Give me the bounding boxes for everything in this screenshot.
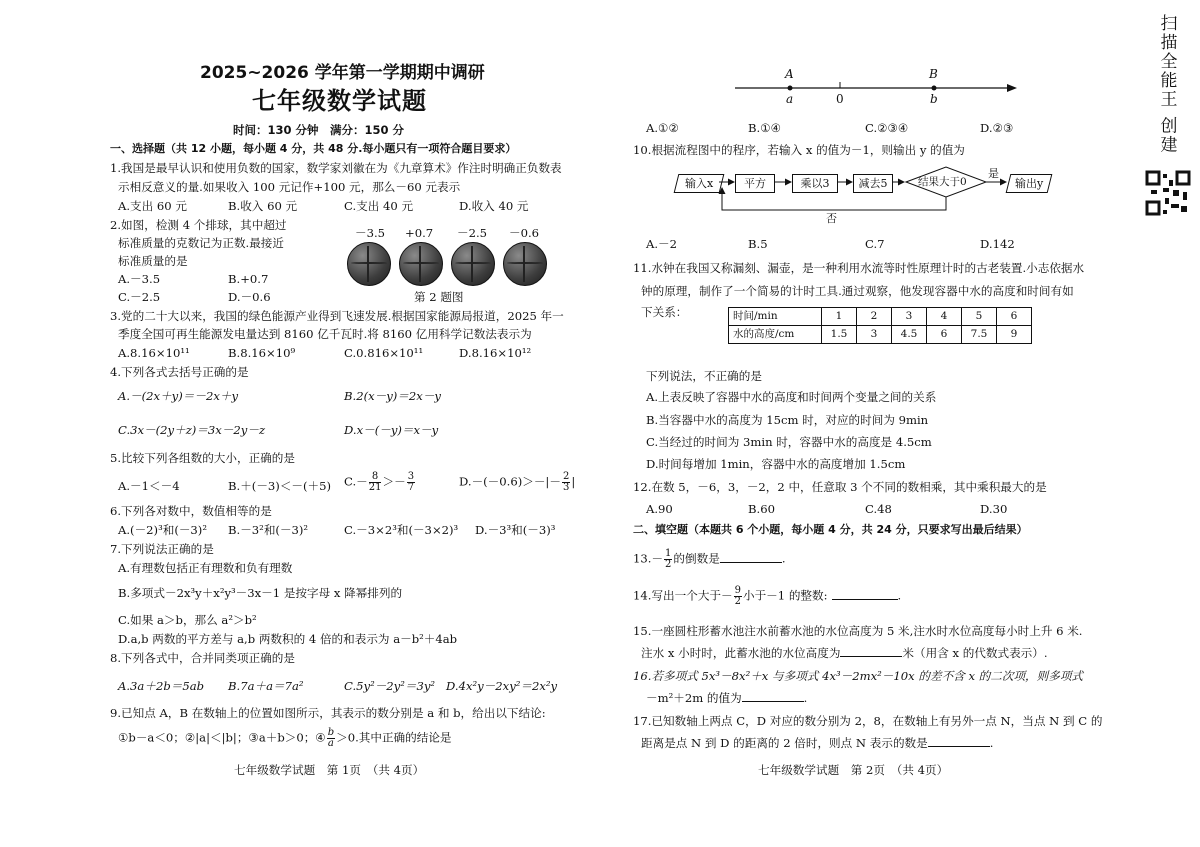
q11-option-b: B.当容器中水的高度为 15cm 时，对应的时间为 9min — [646, 413, 929, 427]
table-cell: 9 — [997, 326, 1032, 344]
q7-option-d: D.a,b 两数的平方差与 a,b 两数积的 4 倍的和表示为 a－b²＋4ab — [118, 632, 458, 646]
ball-label: －0.6 — [509, 226, 540, 240]
option: A.－1＜－4 — [118, 479, 180, 493]
point-b-label: B — [929, 67, 938, 81]
option: B.60 — [748, 502, 775, 516]
q17-line1: 17.已知数轴上两点 C，D 对应的数分别为 2，8，在数轴上有另外一点 N，当点 N 到 C 的 — [633, 714, 1103, 728]
option: B.＋(－3)＜－(＋5) — [228, 479, 332, 493]
ball-label: +0.7 — [405, 226, 434, 240]
option: B.－3²和(－3)² — [228, 523, 309, 537]
q7-option-c: C.如果 a＞b，那么 a²＞b² — [118, 613, 257, 627]
volleyball-icon — [347, 242, 391, 286]
figure-caption: 第 2 题图 — [414, 290, 464, 304]
option: C.支出 40 元 — [344, 199, 414, 213]
flow-condition: 结果大于0 — [918, 176, 967, 188]
flow-step-subtract: 减去5 — [853, 174, 893, 193]
option: B.+0.7 — [228, 272, 269, 286]
option: D.－3³和(－3)³ — [475, 523, 556, 537]
option: A.－2 — [646, 237, 678, 251]
exam-info: 时间：130 分钟 满分：150 分 — [233, 123, 405, 137]
ball-label: －2.5 — [457, 226, 488, 240]
option: D.－(－0.6)＞－|－ $\frac{2}{3}$ | — [459, 471, 576, 493]
option: A.支出 60 元 — [118, 199, 187, 213]
q9-conclusions: ①b－a＜0；②|a|＜|b|；③a＋b＞0；④ $\frac{b}{a}$ ＞0.其中正确的结论是 — [118, 727, 452, 749]
table-header: 水的高度/cm — [729, 326, 822, 344]
q11-option-a: A.上表反映了容器中水的高度和时间两个变量之间的关系 — [646, 390, 937, 404]
q4-stem: 4.下列各式去括号正确的是 — [110, 365, 249, 379]
table-row — [729, 308, 1032, 326]
option: A.8.16×10¹¹ — [118, 346, 190, 360]
q17-line2: 距离是点 N 到 D 的距离的 2 倍时，则点 N 表示的数是 . — [641, 736, 994, 750]
option: A.3a＋2b＝5ab — [118, 679, 205, 693]
section-one-heading: 一、选择题（共 12 小题，每小题 4 分，共 48 分.每小题只有一项符合题目要求） — [110, 142, 517, 155]
flow-no-label: 否 — [826, 212, 837, 225]
option: C.－2.5 — [118, 290, 161, 304]
option: C.②③④ — [865, 121, 909, 135]
option: D.②③ — [980, 121, 1014, 135]
option: B.收入 60 元 — [228, 199, 298, 213]
scanner-watermark: 扫描全能王 创建 — [1156, 14, 1177, 155]
q6-stem: 6.下列各对数中，数值相等的是 — [110, 504, 272, 518]
table-cell: 3 — [892, 308, 927, 326]
option: C.3x－(2y＋z)＝3x－2y－z — [118, 423, 266, 437]
flow-input-box: 输入x — [674, 174, 725, 193]
point-a-value: a — [786, 92, 794, 106]
q1-line2: 示相反意义的量.如果收入 100 元记作+100 元，那么－60 元表示 — [118, 180, 461, 194]
option: A.(－2)³和(－3)² — [118, 523, 207, 537]
option: A.－(2x＋y)＝－2x＋y — [118, 389, 239, 403]
option: B.5 — [748, 237, 768, 251]
q11-table — [728, 307, 1032, 344]
page2-footer: 七年级数学试题 第 2页 （共 4页） — [758, 763, 949, 777]
q1-line1: 1.我国是最早认识和使用负数的国家，数学家刘徽在为《九章算术》作注时明确正负数表 — [110, 161, 562, 175]
option: B.2(x－y)＝2x－y — [344, 389, 441, 403]
table-cell: 6 — [927, 326, 962, 344]
option: C.7 — [865, 237, 885, 251]
q14: 14.写出一个大于－ $\frac{9}{2}$ 小于－1 的整数: . — [633, 585, 902, 607]
point-b-value: b — [930, 92, 938, 106]
option: A.①② — [646, 121, 679, 135]
ball-label: －3.5 — [355, 226, 386, 240]
table-cell: 4 — [927, 308, 962, 326]
page1-footer: 七年级数学试题 第 1页 （共 4页） — [234, 763, 425, 777]
table-cell: 1.5 — [822, 326, 857, 344]
q15-line1: 15.一座圆柱形蓄水池注水前蓄水池的水位高度为 5 米,注水时水位高度每小时上升 6 米. — [633, 624, 1083, 638]
q2-line1: 2.如图，检测 4 个排球，其中超过 — [110, 218, 287, 232]
table-cell: 2 — [857, 308, 892, 326]
q3-line2: 季度全国可再生能源发电量达到 8160 亿千瓦时.将 8160 亿用科学记数法表示为 — [118, 327, 532, 341]
q11-line2: 钟的原理，制作了一个简易的计时工具.通过观察，他发现容器中水的高度和时间有如 — [641, 284, 1074, 298]
q13: 13.－ $\frac{1}{2}$ 的倒数是 . — [633, 548, 786, 570]
flow-step-square: 平方 — [735, 174, 775, 193]
option: D.8.16×10¹² — [459, 346, 532, 360]
q11-option-c: C.当经过的时间为 3min 时，容器中水的高度是 4.5cm — [646, 435, 932, 449]
section-two-heading: 二、填空题（本题共 6 个小题，每小题 4 分，共 24 分，只要求写出最后结果） — [633, 523, 1028, 536]
q12-stem: 12.在数 5，－6，3，－2，2 中，任意取 3 个不同的数相乘，其中乘积最大的是 — [633, 480, 1047, 494]
q16-line2: －m²＋2m 的值为 . — [646, 691, 808, 705]
q5-stem: 5.比较下列各组数的大小，正确的是 — [110, 451, 295, 465]
option: A.90 — [646, 502, 673, 516]
option: D.4x²y－2xy²＝2x²y — [446, 679, 558, 693]
q9-number-line — [725, 66, 1025, 110]
option: C.0.816×10¹¹ — [344, 346, 424, 360]
q2-line2: 标准质量的克数记为正数.最接近 — [118, 236, 284, 250]
option: D.收入 40 元 — [459, 199, 529, 213]
table-cell: 4.5 — [892, 326, 927, 344]
table-header: 时间/min — [729, 308, 822, 326]
table-cell: 3 — [857, 326, 892, 344]
option: D.30 — [980, 502, 1008, 516]
qr-code-icon — [1145, 170, 1191, 216]
q10-stem: 10.根据流程图中的程序，若输入 x 的值为－1，则输出 y 的值为 — [633, 143, 965, 157]
volleyball-icon — [399, 242, 443, 286]
option: C.48 — [865, 502, 892, 516]
q2-line3: 标准质量的是 — [118, 254, 188, 268]
origin-label: 0 — [836, 92, 844, 106]
option: C.－ $\frac{8}{21}$ ＞－ $\frac{3}{7}$ — [344, 471, 415, 493]
option: B.8.16×10⁹ — [228, 346, 296, 360]
q11-stem: 下列说法，不正确的是 — [646, 369, 762, 383]
q11-line3: 下关系： — [641, 305, 688, 319]
q8-stem: 8.下列各式中，合并同类项正确的是 — [110, 651, 295, 665]
flow-step-multiply: 乘以3 — [792, 174, 838, 193]
q11-option-d: D.时间每增加 1min，容器中水的高度增加 1.5cm — [646, 457, 906, 471]
q16-line1: 16.若多项式 5x³－8x²＋x 与多项式 4x³－2mx²－10x 的差不含 x 的二次项，则多项式 — [633, 669, 1084, 683]
option: D.－0.6 — [228, 290, 271, 304]
volleyball-icon — [451, 242, 495, 286]
flow-yes-label: 是 — [988, 167, 999, 180]
table-row — [729, 326, 1032, 344]
q3-line1: 3.党的二十大以来，我国的绿色能源产业得到飞速发展.根据国家能源局报道，2025 年一 — [110, 309, 564, 323]
exam-title-line2: 七年级数学试题 — [252, 87, 427, 115]
option: C.5y²－2y²＝3y² — [344, 679, 436, 693]
flow-output-box: 输出y — [1006, 174, 1053, 193]
option: B.①④ — [748, 121, 781, 135]
point-a-label: A — [785, 67, 794, 81]
q15-line2: 注水 x 小时时，此蓄水池的水位高度为 米（用含 x 的代数式表示）. — [641, 646, 1048, 660]
q7-stem: 7.下列说法正确的是 — [110, 542, 214, 556]
q7-option-b: B.多项式－2x³y＋x²y³－3x－1 是按字母 x 降幂排列的 — [118, 586, 403, 600]
option: A.－3.5 — [118, 272, 161, 286]
option: D.x－(－y)＝x－y — [344, 423, 439, 437]
q9-stem: 9.已知点 A，B 在数轴上的位置如图所示，其表示的数分别是 a 和 b，给出以下结论: — [110, 706, 546, 720]
table-cell: 5 — [962, 308, 997, 326]
q7-option-a: A.有理数包括正有理数和负有理数 — [118, 561, 293, 575]
option: B.7a＋a＝7a² — [228, 679, 304, 693]
q11-line1: 11.水钟在我国又称漏刻、漏壶，是一种利用水流等时性原理计时的古老装置.小志依据水 — [633, 261, 1085, 275]
table-cell: 1 — [822, 308, 857, 326]
exam-title-line1: 2025~2026 学年第一学期期中调研 — [200, 63, 485, 83]
option: D.142 — [980, 237, 1015, 251]
table-cell: 7.5 — [962, 326, 997, 344]
option: C.－3×2³和(－3×2)³ — [344, 523, 459, 537]
volleyball-icon — [503, 242, 547, 286]
table-cell: 6 — [997, 308, 1032, 326]
